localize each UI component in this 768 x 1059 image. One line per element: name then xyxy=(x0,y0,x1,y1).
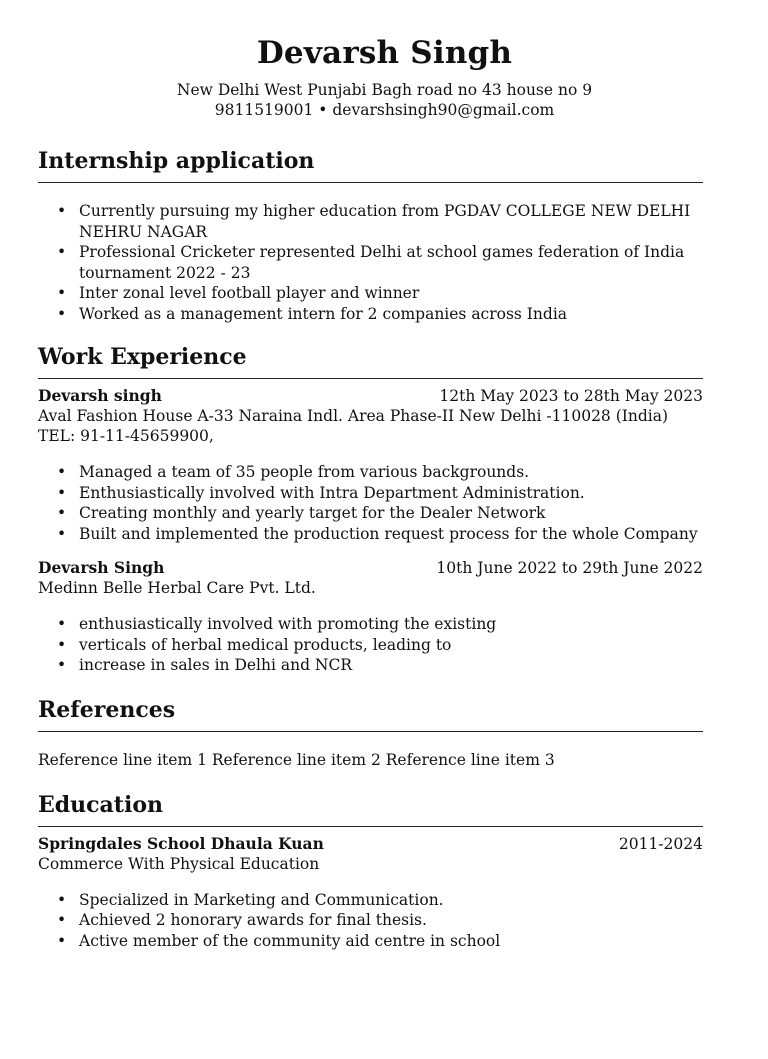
work-entry-2 xyxy=(38,558,703,676)
internship-section xyxy=(38,148,703,324)
address-line: New Delhi West Punjabi Bagh road no 43 house no 9 xyxy=(176,81,593,99)
list-item: • Active member of the community aid centre in school xyxy=(79,931,703,952)
list-item: • enthusiastically involved with promoting the existing xyxy=(79,614,703,635)
entry-name: Devarsh singh xyxy=(38,386,162,405)
work-entry-1 xyxy=(38,386,703,544)
list-item: • Enthusiastically involved with Intra Department Administration. xyxy=(79,483,703,504)
list-item: • Built and implemented the production request process for the whole Company xyxy=(79,524,703,545)
entry-header xyxy=(38,558,703,578)
education-section xyxy=(38,792,703,952)
education-bullets xyxy=(38,890,703,952)
entry-org: Medinn Belle Herbal Care Pvt. Ltd. xyxy=(38,579,316,597)
entry-header xyxy=(38,386,703,406)
references-text: Reference line item 1 Reference line item 2 Reference line item 3 xyxy=(38,750,555,769)
section-title-references: References xyxy=(38,697,703,732)
entry-bullets xyxy=(38,462,703,544)
list-item: • Currently pursuing my higher education from PGDAV COLLEGE NEW DELHI NEHRU NAGAR xyxy=(79,201,703,242)
contact-block xyxy=(38,80,703,120)
entry-dates: 2011-2024 xyxy=(618,834,703,853)
list-item: • Specialized in Marketing and Communication. xyxy=(79,890,703,911)
education-entry xyxy=(38,834,703,952)
entry-bullets xyxy=(38,614,703,676)
entry-name: Devarsh Singh xyxy=(38,558,165,577)
entry-header xyxy=(38,834,703,854)
list-item: • Inter zonal level football player and winner xyxy=(79,283,703,304)
resume-page xyxy=(0,35,768,1059)
school-name: Springdales School Dhaula Kuan xyxy=(38,833,324,853)
resume-header xyxy=(38,35,703,120)
list-item: • Managed a team of 35 people from various backgrounds. xyxy=(79,462,703,483)
list-item: • Worked as a management intern for 2 companies across India xyxy=(79,304,703,325)
section-title-education: Education xyxy=(38,792,703,827)
program-name: Commerce With Physical Education xyxy=(38,854,320,873)
list-item: • Professional Cricketer represented Delhi at school games federation of India tournament 2022 - 23 xyxy=(79,242,703,283)
list-item: • Creating monthly and yearly target for the Dealer Network xyxy=(79,503,703,524)
references-section xyxy=(38,697,703,770)
list-item: • Achieved 2 honorary awards for final thesis. xyxy=(79,910,703,931)
section-title-internship: Internship application xyxy=(38,148,703,183)
section-title-work: Work Experience xyxy=(38,344,703,379)
entry-org: Aval Fashion House A-33 Naraina Indl. Area Phase-II New Delhi -110028 (India) xyxy=(38,407,669,425)
phone-email-line: 9811519001 • devarshsingh90@gmail.com xyxy=(214,101,555,119)
entry-dates: 10th June 2022 to 29th June 2022 xyxy=(436,559,703,577)
work-section xyxy=(38,344,703,676)
entry-phone: TEL: 91-11-45659900, xyxy=(38,427,214,445)
list-item: • increase in sales in Delhi and NCR xyxy=(79,655,703,676)
entry-dates: 12th May 2023 to 28th May 2023 xyxy=(439,387,703,405)
internship-list xyxy=(38,201,703,324)
list-item: • verticals of herbal medical products, leading to xyxy=(79,635,703,656)
applicant-name: Devarsh Singh xyxy=(256,35,513,71)
